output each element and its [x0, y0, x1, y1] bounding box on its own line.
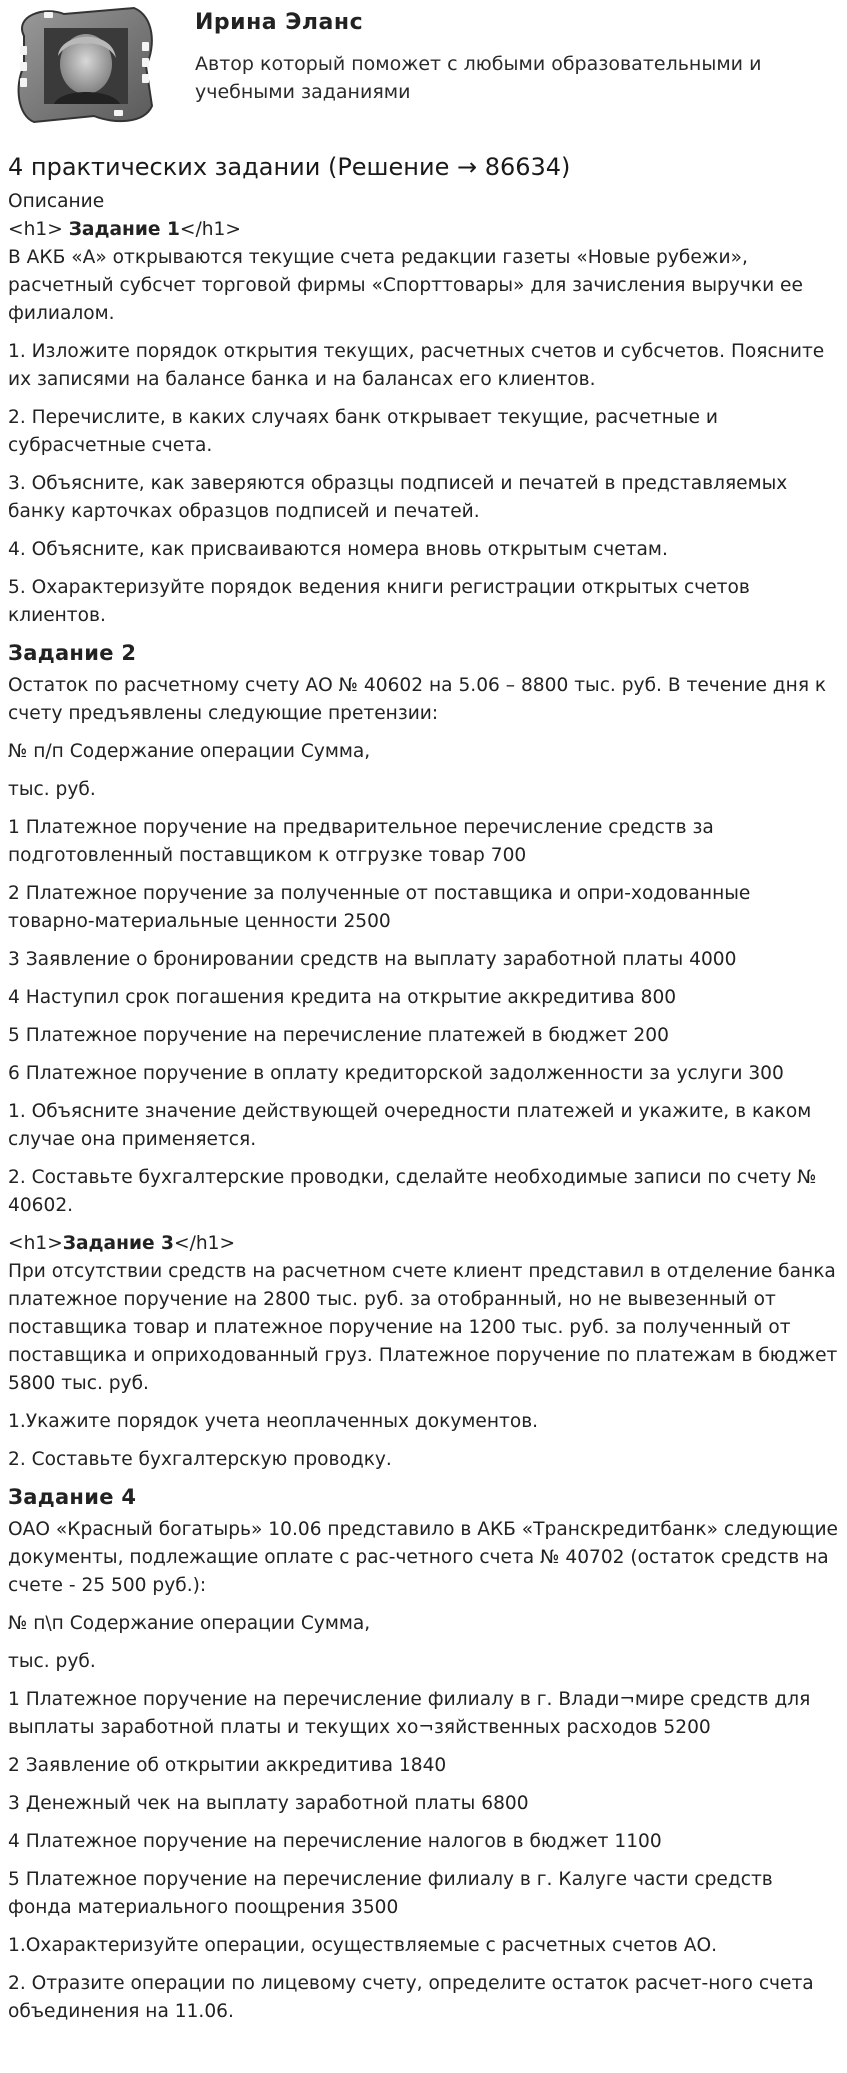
- task3-question-2: 2. Составьте бухгалтерскую проводку.: [8, 1449, 392, 1470]
- task3-intro: При отсутствии средств на расчетном счете клиент представил в отделение банка платежное поручение на 2800 тыс. руб. за отобранный, но не вывезенный от поставщика товар и платежное поручение на 1200 тыс. руб. за полученный от поставщика и оприходованный груз. Платежное поручение по платежам в бюджет 5800 тыс. руб.: [8, 1261, 838, 1394]
- task2-intro: Остаток по расчетному счету АО № 40602 на 5.06 – 8800 тыс. руб. В течение дня к счету предъявлены следующие претензии:: [8, 675, 827, 724]
- description-label: Описание: [8, 191, 105, 212]
- task2-row-1: 1 Платежное поручение на предварительное перечисление средств за подготовленный поставщиком к отгрузке товар 700: [8, 817, 714, 866]
- task2-title: Задание 2: [8, 641, 137, 665]
- task1-title: Задание 1: [68, 219, 180, 240]
- task4-table-unit: тыс. руб.: [8, 1651, 96, 1672]
- task1-heading: [8, 216, 839, 244]
- author-description: Автор который поможет с любыми образовательными и учебными заданиями: [195, 53, 762, 103]
- task4-row-4: 4 Платежное поручение на перечисление налогов в бюджет 1100: [8, 1831, 662, 1852]
- author-avatar[interactable]: [14, 6, 156, 124]
- task1-question-3: 3. Объясните, как заверяются образцы подписей и печатей в представляемых банку карточках образцов подписей и печатей.: [8, 473, 788, 522]
- task2-table-header: № п/п Содержание операции Сумма,: [8, 741, 371, 762]
- task2-row-5: 5 Платежное поручение на перечисление платежей в бюджет 200: [8, 1025, 669, 1046]
- work-content: [8, 188, 839, 2026]
- task1-open-tag: <h1>: [8, 219, 69, 240]
- task4-row-3: 3 Денежный чек на выплату заработной платы 6800: [8, 1793, 529, 1814]
- task3-close-tag: </h1>: [174, 1233, 236, 1254]
- task4-intro: ОАО «Красный богатырь» 10.06 представило в АКБ «Транскредитбанк» следующие документы, подлежащие оплате с рас-четного счета № 40702 (остаток средств на счете - 25 500 руб.):: [8, 1519, 838, 1596]
- author-name[interactable]: Ирина Эланс: [195, 10, 364, 35]
- task4-row-5: 5 Платежное поручение на перечисление филиалу в г. Калуге части средств фонда материального поощрения 3500: [8, 1869, 773, 1918]
- task2-question-2: 2. Составьте бухгалтерские проводки, сделайте необходимые записи по счету № 40602.: [8, 1167, 817, 1216]
- task3-heading: [8, 1230, 839, 1258]
- task2-row-6: 6 Платежное поручение в оплату кредиторской задолженности за услуги 300: [8, 1063, 784, 1084]
- task1-question-4: 4. Объясните, как присваиваются номера вновь открытым счетам.: [8, 539, 668, 560]
- task2-row-3: 3 Заявление о бронировании средств на выплату заработной платы 4000: [8, 949, 737, 970]
- task3-open-tag: <h1>: [8, 1233, 63, 1254]
- task1-intro: В АКБ «А» открываются текущие счета редакции газеты «Новые рубежи», расчетный субсчет торговой фирмы «Спорттовары» для зачисления выручки ее филиалом.: [8, 247, 803, 324]
- author-card: [8, 0, 839, 130]
- task4-row-1: 1 Платежное поручение на перечисление филиалу в г. Влади¬мире средств для выплаты заработной платы и текущих хо¬зяйственных расходов 5200: [8, 1689, 811, 1738]
- task1-question-5: 5. Охарактеризуйте порядок ведения книги регистрации открытых счетов клиентов.: [8, 577, 750, 626]
- task3-question-1: 1.Укажите порядок учета неоплаченных документов.: [8, 1411, 539, 1432]
- task4-question-1: 1.Охарактеризуйте операции, осуществляемые с расчетных счетов АО.: [8, 1935, 718, 1956]
- task4-table-header: № п\п Содержание операции Сумма,: [8, 1613, 371, 1634]
- task2-row-4: 4 Наступил срок погашения кредита на открытие аккредитива 800: [8, 987, 677, 1008]
- task3-title: Задание 3: [62, 1233, 174, 1254]
- task1-question-2: 2. Перечислите, в каких случаях банк открывает текущие, расчетные и субрасчетные счета.: [8, 407, 718, 456]
- task1-close-tag: </h1>: [179, 219, 241, 240]
- task2-question-1: 1. Объясните значение действующей очередности платежей и укажите, в каком случае она применяется.: [8, 1101, 812, 1150]
- task2-row-2: 2 Платежное поручение за полученные от поставщика и опри-ходованные товарно-материальные ценности 2500: [8, 883, 751, 932]
- task4-title: Задание 4: [8, 1485, 137, 1509]
- work-title: 4 практических задании (Решение → 86634): [8, 153, 571, 181]
- task4-row-2: 2 Заявление об открытии аккредитива 1840: [8, 1755, 447, 1776]
- task1-question-1: 1. Изложите порядок открытия текущих, расчетных счетов и субсчетов. Поясните их записями на балансе банка и на балансах его клиентов.: [8, 341, 825, 390]
- task2-table-unit: тыс. руб.: [8, 779, 96, 800]
- task4-question-2: 2. Отразите операции по лицевому счету, определите остаток расчет-ного счета объединения на 11.06.: [8, 1973, 814, 2022]
